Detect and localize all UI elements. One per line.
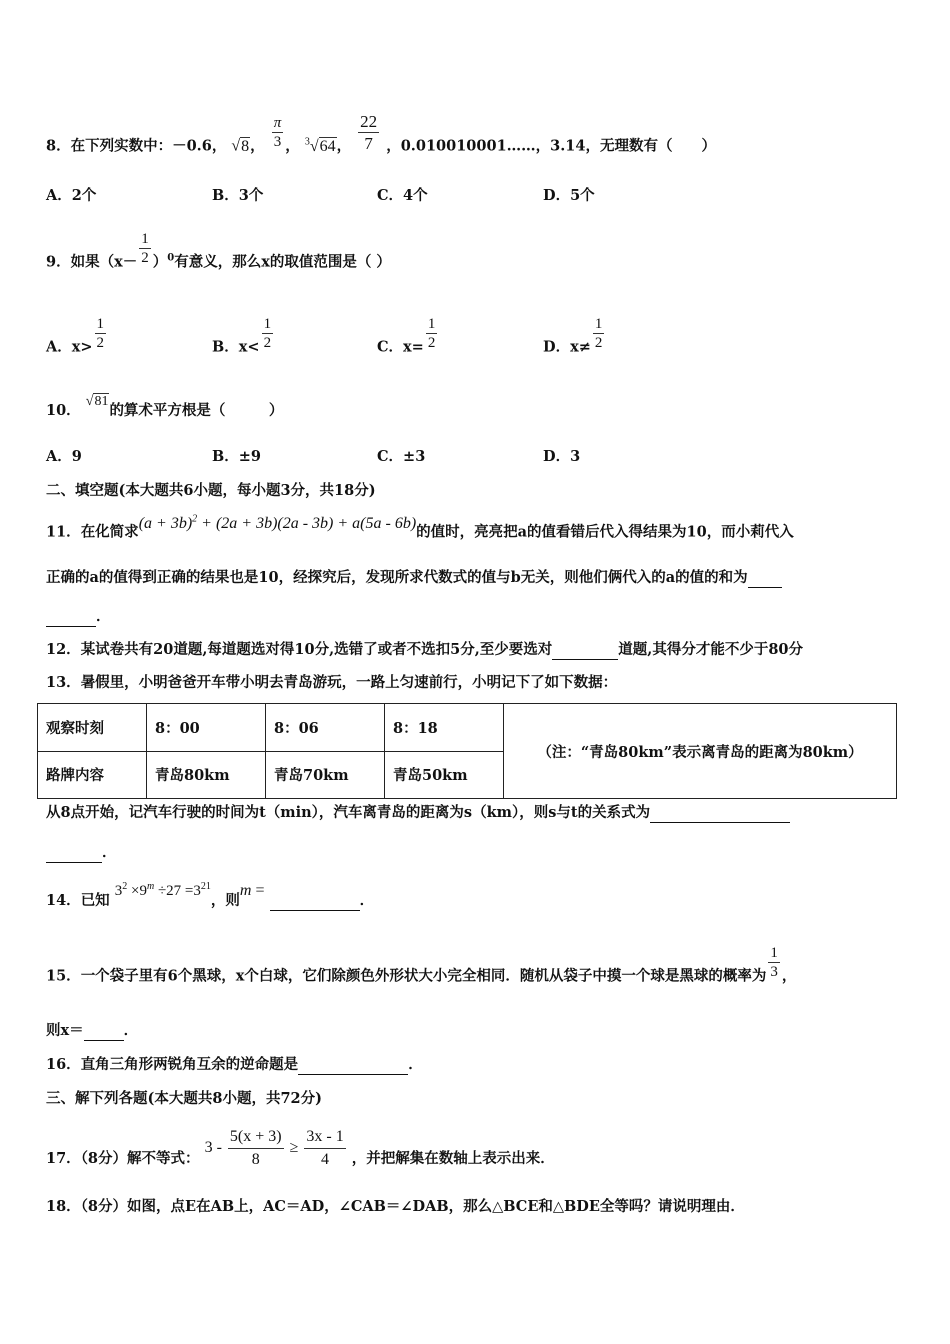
table-cell: 8：06 (266, 704, 385, 752)
answer-blank[interactable] (270, 910, 360, 911)
option-c: C．±3 (377, 448, 426, 465)
exponent-expression: $3^2 \times 9^m \div 27 =3^{21}$ (114, 881, 211, 899)
question-text-tail: 有意义，那么x的取值范围是（ ） (174, 253, 391, 271)
option-d: D．x≠ $\frac{1}{2}$ (543, 316, 603, 356)
question-number: 14． (46, 892, 81, 909)
table-note: （注：“青岛80km”表示离青岛的距离为80km） (504, 704, 897, 799)
answer-blank[interactable] (298, 1074, 408, 1075)
question-9: 9．如果（x－ $\frac{1}{2}$ ）$^0$有意义，那么x的取值范围是（ ） (46, 231, 391, 271)
table-cell: 青岛50km (385, 751, 504, 799)
option-a: A．9 (46, 448, 82, 465)
inequality-expression: 3 - $\frac{5(x + 3)}{8}$ ≥ $\frac{3x - 1}{4}$ (204, 1128, 344, 1168)
answer-blank[interactable] (84, 1040, 124, 1041)
question-text-tail: 的值时，亮亮把a的值看错后代入得结果为10，而小莉代入 (416, 523, 794, 541)
table-cell: 青岛80km (147, 751, 266, 799)
question-10 (46, 394, 284, 422)
question-number: 8． (46, 137, 71, 155)
question-16: 16．直角三角形两锐角互余的逆命题是 ． (46, 1056, 423, 1073)
table-cell: 8：00 (147, 704, 266, 752)
option-b: B．3个 (212, 187, 264, 204)
table-cell: 8：18 (385, 704, 504, 752)
number-value: －0.6， (172, 137, 227, 155)
option-b: B．±9 (212, 448, 261, 465)
question-number: 18． (46, 1198, 81, 1215)
cbrt-64: $^3$√64 (304, 136, 336, 155)
sqrt-81: √81 (85, 394, 109, 409)
answer-blank-continued[interactable] (46, 862, 102, 863)
question-12: 12．某试卷共有20道题,每道题选对得10分,选错了或者不选扣5分,至少要选对 道题,其得分才能不少于80分 (46, 641, 804, 658)
observation-table (37, 703, 897, 799)
table-row (38, 704, 897, 752)
section-heading-solve: 三、解下列各题(本大题共8小题，共72分) (46, 1090, 322, 1107)
fraction-one-third: $\frac{1}{3}$ (770, 945, 778, 980)
option-b: B．x< $\frac{1}{2}$ (212, 316, 272, 356)
question-number: 13． (46, 674, 81, 691)
fraction-22-7: $\frac{22}{7}$ (360, 112, 378, 153)
option-c: C．x= $\frac{1}{2}$ (377, 316, 436, 356)
question-18: 18．（8分）如图，点E在AB上，AC＝AD，∠CAB＝∠DAB，那么△BCE和△BDE全等吗？请说明理由． (46, 1198, 745, 1215)
table-cell: 青岛70km (266, 751, 385, 799)
question-number: 15． (46, 967, 81, 985)
question-number: 11． (46, 523, 81, 541)
question-11-line3: ． (46, 607, 111, 627)
question-13: 13．暑假里，小明爸爸开车带小明去青岛游玩，一路上匀速前行，小明记下了如下数据： (46, 674, 618, 691)
question-11-line2: 正确的a的值得到正确的结果也是10，经探究后，发现所求代数式的值与b无关，则他们俩代入的a的值的和为 (46, 568, 782, 588)
question-13-relation: 从8点开始，记汽车行驶的时间为t（min），汽车离青岛的距离为s（km），则s与t的关系式为 (46, 803, 790, 823)
question-number: 12． (46, 641, 81, 658)
sqrt-8: √8 (231, 137, 250, 155)
section-heading-fill-in: 二、填空题(本大题共6小题，每小题3分，共18分) (46, 482, 376, 499)
question-15-line2: 则x＝ ． (46, 1022, 139, 1039)
question-text: 在下列实数中： (70, 137, 173, 155)
option-a: A．x> $\frac{1}{2}$ (46, 316, 105, 356)
option-d: D．5个 (543, 187, 595, 204)
answer-blank[interactable] (748, 587, 782, 588)
option-c: C．4个 (377, 187, 428, 204)
fraction-half: $\frac{1}{2}$ (141, 231, 149, 266)
question-14: 14．已知 $3^2 \times 9^m \div 27 =3^{21}$，则m = ． (46, 881, 375, 909)
question-8: 8．在下列实数中：－0.6， √8， $\frac{\pi}{3}$ ， $^3$√64， $\frac{22}{7}$ ，0.010010001……，3.14，无理数有（ ） (46, 112, 716, 155)
answer-blank[interactable] (552, 659, 618, 660)
question-number: 9． (46, 253, 71, 271)
algebra-expression: $(a + 3b)^2 + (2a + 3b)(2a - 3b) + a(5a - 6b)$ (138, 514, 417, 533)
question-number: 10． (46, 402, 81, 419)
answer-blank-continued[interactable] (46, 626, 96, 627)
option-d: D．3 (543, 448, 581, 465)
question-13-line3: ． (46, 843, 117, 863)
question-number: 17． (46, 1150, 81, 1168)
question-number: 16． (46, 1056, 81, 1073)
table-header-cell: 路牌内容 (38, 751, 147, 799)
exponent: 0 (167, 252, 175, 264)
option-a: A．2个 (46, 187, 97, 204)
question-11: 11．在化简求$(a + 3b)^2 + (2a + 3b)(2a - 3b) + a(5a - 6b)$的值时，亮亮把a的值看错后代入得结果为10，而小莉代入 (46, 514, 794, 541)
question-15: 15．一个袋子里有6个黑球，x个白球，它们除颜色外形状大小完全相同．随机从袋子中摸一个球是黑球的概率为 $\frac{1}{3}$ ， (46, 945, 797, 985)
question-text-tail: ，并把解集在数轴上表示出来． (351, 1150, 555, 1168)
table-header-cell: 观察时刻 (38, 704, 147, 752)
question-text-tail: 的算术平方根是（ ） (109, 402, 284, 419)
question-17: 17．（8分）解不等式： 3 - $\frac{5(x + 3)}{8}$ ≥ $\frac{3x - 1}{4}$ ，并把解集在数轴上表示出来． (46, 1128, 555, 1168)
question-text-tail: ，0.010010001……，3.14，无理数有（ ） (386, 137, 716, 155)
fraction-pi-3: $\frac{\pi}{3}$ (273, 115, 282, 150)
answer-blank[interactable] (650, 822, 790, 823)
